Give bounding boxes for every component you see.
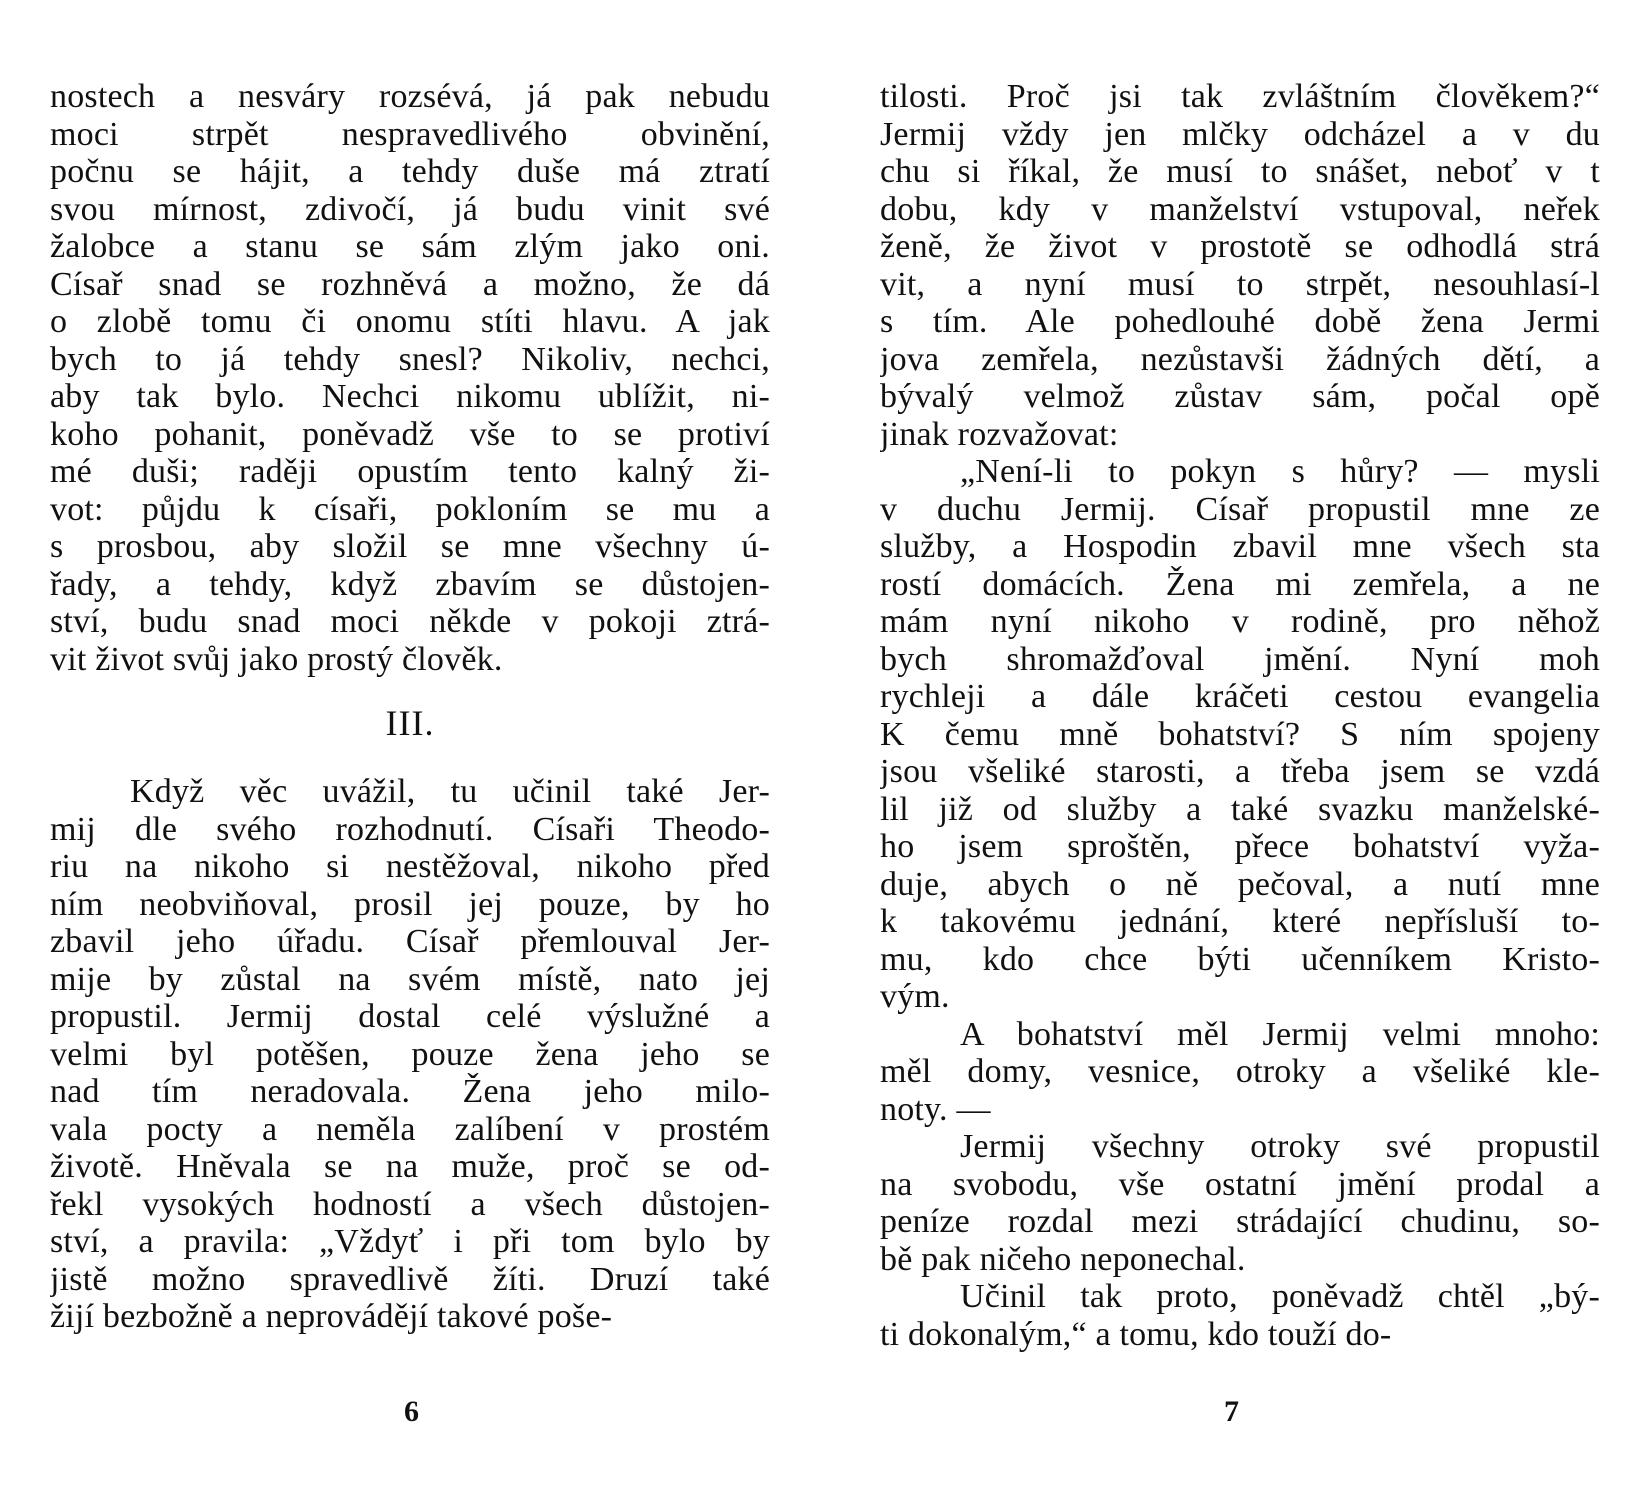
text-line: chu si říkal, že musí to snášet, neboť v t — [880, 153, 1600, 190]
text-line: vit, a nyní musí to strpět, nesouhlasí-l — [880, 265, 1600, 303]
text-line: mám nyní nikoho v rodině, pro něhož — [880, 603, 1600, 640]
text-line: s tím. Ale pohedlouhé době žena Jermi — [880, 303, 1600, 340]
text-line: vala pocty a neměla zalíbení v prostém — [50, 1110, 770, 1148]
text-line: svou mírnost, zdivočí, já budu vinit své — [50, 190, 770, 228]
text-line: ti dokonalým,“ a tomu, kdo touží do- — [880, 1315, 1392, 1353]
right-page-text — [880, 78, 1600, 1353]
text-line: řady, a tehdy, když zbavím se důstojen- — [50, 565, 770, 603]
text-line: vým. — [880, 978, 950, 1015]
text-line: mu, kdo chce býti učenníkem Kristo- — [880, 940, 1600, 978]
text-line: jsou všeliké starosti, a třeba jsem se vzdá — [880, 753, 1600, 790]
text-line: ženě, že život v prostotě se odhodlá strá — [880, 228, 1600, 265]
text-line: mije by zůstal na svém místě, nato jej — [50, 960, 770, 998]
text-line: rostí domácích. Žena mi zemřela, a ne — [880, 565, 1600, 603]
left-page-text-after-heading — [50, 773, 770, 1336]
text-line: „Není-li to pokyn s hůry? — mysli — [960, 453, 1600, 490]
text-line: noty. — — [880, 1090, 991, 1128]
text-line: ním neobviňoval, prosil jej pouze, by ho — [50, 885, 770, 923]
text-line: aby tak bylo. Nechci nikomu ublížit, ni- — [50, 378, 770, 415]
text-line: s prosbou, aby složil se mne všechny ú- — [50, 528, 770, 565]
text-line: K čemu mně bohatství? S ním spojeny — [880, 715, 1600, 753]
text-line: jistě možno spravedlivě žíti. Druzí také — [50, 1260, 770, 1298]
text-line: počnu se hájit, a tehdy duše má ztratí — [50, 153, 770, 190]
text-line: dobu, kdy v manželství vstupoval, neřek — [880, 190, 1600, 228]
text-line: bývalý velmož zůstav sám, počal opě — [880, 378, 1600, 415]
text-line: Císař snad se rozhněvá a možno, že dá — [50, 265, 770, 303]
text-line: Když věc uvážil, tu učinil také Jer- — [130, 773, 770, 810]
text-line: k takovému jednání, které nepřísluší to- — [880, 903, 1600, 940]
text-line: měl domy, vesnice, otroky a všeliké kle- — [880, 1053, 1600, 1090]
text-line: ství, budu snad moci někde v pokoji ztrá- — [50, 603, 770, 640]
text-line: riu na nikoho si nestěžoval, nikoho před — [50, 848, 770, 885]
page-number-right: 7 — [1224, 1395, 1239, 1428]
text-line: na svobodu, vše ostatní jmění prodal a — [880, 1165, 1600, 1203]
text-line: velmi byl potěšen, pouze žena jeho se — [50, 1035, 770, 1073]
text-line: Jermij vždy jen mlčky odcházel a v du — [880, 115, 1600, 153]
text-line: zbavil jeho úřadu. Císař přemlouval Jer- — [50, 923, 770, 960]
text-line: rychleji a dále kráčeti cestou evangelia — [880, 678, 1600, 715]
text-line: duje, abych o ně pečoval, a nutí mne — [880, 865, 1600, 903]
text-line: žalobce a stanu se sám zlým jako oni. — [50, 228, 770, 265]
text-line: životě. Hněvala se na muže, proč se od- — [50, 1148, 770, 1185]
text-line: ho jsem sproštěn, přece bohatství vyža- — [880, 828, 1600, 865]
text-line: moci strpět nespravedlivého obvinění, — [50, 115, 770, 153]
text-line: koho pohanit, poněvadž vše to se protiví — [50, 415, 770, 453]
text-line: mij dle svého rozhodnutí. Císaři Theodo- — [50, 810, 770, 848]
left-page — [50, 78, 770, 1336]
text-line: tilosti. Proč jsi tak zvláštním člověkem?“ — [880, 78, 1600, 115]
text-line: Jermij všechny otroky své propustil — [960, 1128, 1600, 1165]
text-line: bych to já tehdy snesl? Nikoliv, nechci, — [50, 340, 770, 378]
text-line: bě pak ničeho neponechal. — [880, 1240, 1246, 1278]
text-line: mé duši; raději opustím tento kalný ži- — [50, 453, 770, 490]
text-line: jova zemřela, nezůstavši žádných dětí, a — [880, 340, 1600, 378]
text-line: A bohatství měl Jermij velmi mnoho: — [960, 1015, 1600, 1053]
text-line: vot: půjdu k císaři, pokloním se mu a — [50, 490, 770, 528]
text-line: jinak rozvažovat: — [880, 415, 1119, 453]
text-line: vit život svůj jako prostý člověk. — [50, 640, 503, 678]
text-line: žijí bezbožně a neprovádějí takové poše- — [50, 1298, 613, 1335]
page-number-left: 6 — [404, 1395, 419, 1428]
text-line: nad tím neradovala. Žena jeho milo- — [50, 1073, 770, 1110]
right-page — [880, 78, 1600, 1353]
left-page-text-before-heading — [50, 78, 770, 678]
text-line: peníze rozdal mezi strádající chudinu, so- — [880, 1203, 1600, 1240]
text-line: nostech a nesváry rozsévá, já pak nebudu — [50, 78, 770, 115]
text-line: služby, a Hospodin zbavil mne všech sta — [880, 528, 1600, 565]
text-line: o zlobě tomu či onomu stíti hlavu. A jak — [50, 303, 770, 340]
text-line: ství, a pravila: „Vždyť i při tom bylo by — [50, 1223, 770, 1260]
text-line: Učinil tak proto, poněvadž chtěl „bý- — [960, 1278, 1600, 1315]
chapter-heading: III. — [385, 703, 435, 743]
text-line: řekl vysokých hodností a všech důstojen- — [50, 1185, 770, 1223]
text-line: v duchu Jermij. Císař propustil mne ze — [880, 490, 1600, 528]
text-line: lil již od služby a také svazku manželské- — [880, 790, 1600, 828]
text-line: propustil. Jermij dostal celé výslužné a — [50, 998, 770, 1035]
text-line: bych shromažďoval jmění. Nyní moh — [880, 640, 1600, 678]
